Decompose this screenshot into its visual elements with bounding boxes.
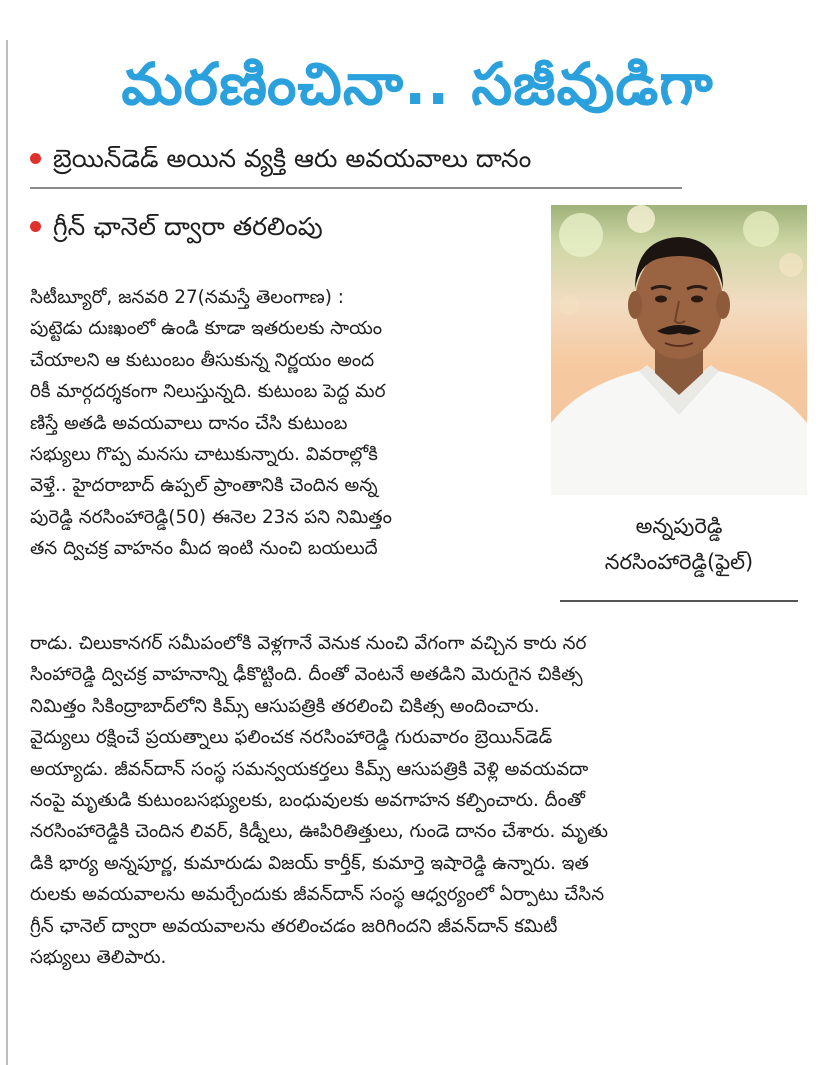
- body-line: సింహారెడ్డి ద్విచక్ర వాహనాన్ని ఢీకొట్టింది. దీంతో వెంటనే అతడిని మెరుగైన చికిత్స: [30, 664, 583, 686]
- body-line: డికి భార్య అన్నపూర్ణ, కుమారుడు విజయ్ కార్తీక్, కుమార్తె ఇషారెడ్డి ఉన్నారు. ఇత: [30, 852, 589, 874]
- body-line: సిటీబ్యూరో, జనవరి 27(నమస్తే తెలంగాణ) :: [30, 287, 344, 308]
- article-body-narrow: [30, 282, 535, 565]
- subhead-2-text: గ్రీన్ ఛానెల్ ద్వారా తరలింపు: [53, 212, 323, 241]
- body-line: రులకు అవయవాలను అమర్చేందుకు జీవన్‌దాన్ సంస్థ ఆధ్వర్యంలో ఏర్పాటు చేసిన: [30, 884, 605, 906]
- body-line: పురెడ్డి నరసింహారెడ్డి(50) ఈనెల 23న పని నిమిత్తం: [30, 506, 392, 528]
- column-rule: [6, 40, 8, 1065]
- body-line: తన ద్విచక్ర వాహనం మీద ఇంటి నుంచి బయలుదే: [30, 538, 378, 560]
- subhead-divider: [30, 187, 682, 189]
- photo-caption: [551, 508, 807, 580]
- subhead-2: [30, 208, 323, 246]
- body-line: సభ్యులు గొప్ప మనసు చాటుకున్నారు. వివరాల్లోకి: [30, 444, 378, 466]
- red-bullet-icon: [30, 153, 41, 164]
- body-line: ణిస్తే అతడి అవయవాలు దానం చేసి కుటుంబ: [30, 412, 348, 434]
- body-line: రాడు. చిలుకానగర్ సమీపంలోకి వెళ్లగానే వెనుక నుంచి వేగంగా వచ్చిన కారు నర: [30, 633, 587, 654]
- caption-line-1: అన్నపురెడ్డి: [635, 514, 723, 538]
- portrait-image: [551, 205, 807, 495]
- body-line: సభ్యులు తెలిపారు.: [30, 947, 167, 969]
- headline: మరణించినా.. సజీవుడిగా: [121, 50, 714, 118]
- body-line: రికీ మార్గదర్శకంగా నిలుస్తున్నది. కుటుంబ పెద్ద మర: [30, 381, 386, 403]
- caption-divider: [560, 600, 798, 602]
- body-line: అయ్యాడు. జీవన్‌దాన్ సంస్థ సమన్వయకర్తలు కిమ్స్ ఆసుపత్రికి వెళ్లి అవయవదా: [30, 758, 589, 780]
- body-line: గ్రీన్ ఛానెల్ ద్వారా అవయవాలను తరలించడం జరిగిందని జీవన్‌దాన్ కమిటీ: [30, 915, 558, 937]
- caption-line-2: నరసింహారెడ్డి(ఫైల్): [604, 550, 754, 574]
- red-bullet-icon: [30, 221, 41, 232]
- portrait-photo: [551, 205, 807, 495]
- body-line: వైద్యులు రక్షించే ప్రయత్నాలు ఫలించక నరసింహారెడ్డి గురువారం బ్రెయిన్‌డెడ్: [30, 727, 553, 749]
- article-body-wide: [30, 628, 805, 973]
- body-line: చేయాలని ఆ కుటుంబం తీసుకున్న నిర్ణయం అంద: [30, 349, 375, 371]
- body-line: నంపై మృతుడి కుటుంబసభ్యులకు, బంధువులకు అవగాహన కల్పించారు. దీంతో: [30, 790, 585, 812]
- subhead-1: [30, 140, 531, 178]
- body-line: నరసింహారెడ్డికి చెందిన లివర్, కిడ్నీలు, ఊపిరితిత్తులు, గుండె దానం చేశారు. మృతు: [30, 821, 608, 843]
- subhead-1-text: బ్రెయిన్‌డెడ్ అయిన వ్యక్తి ఆరు అవయవాలు దానం: [53, 144, 532, 173]
- body-line: వెళ్తే.. హైదరాబాద్ ఉప్పల్ ప్రాంతానికి చెందిన అన్న: [30, 475, 378, 497]
- body-line: నిమిత్తం సికింద్రాబాద్‌లోని కిమ్స్ ఆసుపత్రికి తరలించి చికిత్స అందించారు.: [30, 695, 540, 717]
- body-line: పుట్టెడు దుఃఖంలో ఉండి కూడా ఇతరులకు సాయం: [30, 318, 383, 340]
